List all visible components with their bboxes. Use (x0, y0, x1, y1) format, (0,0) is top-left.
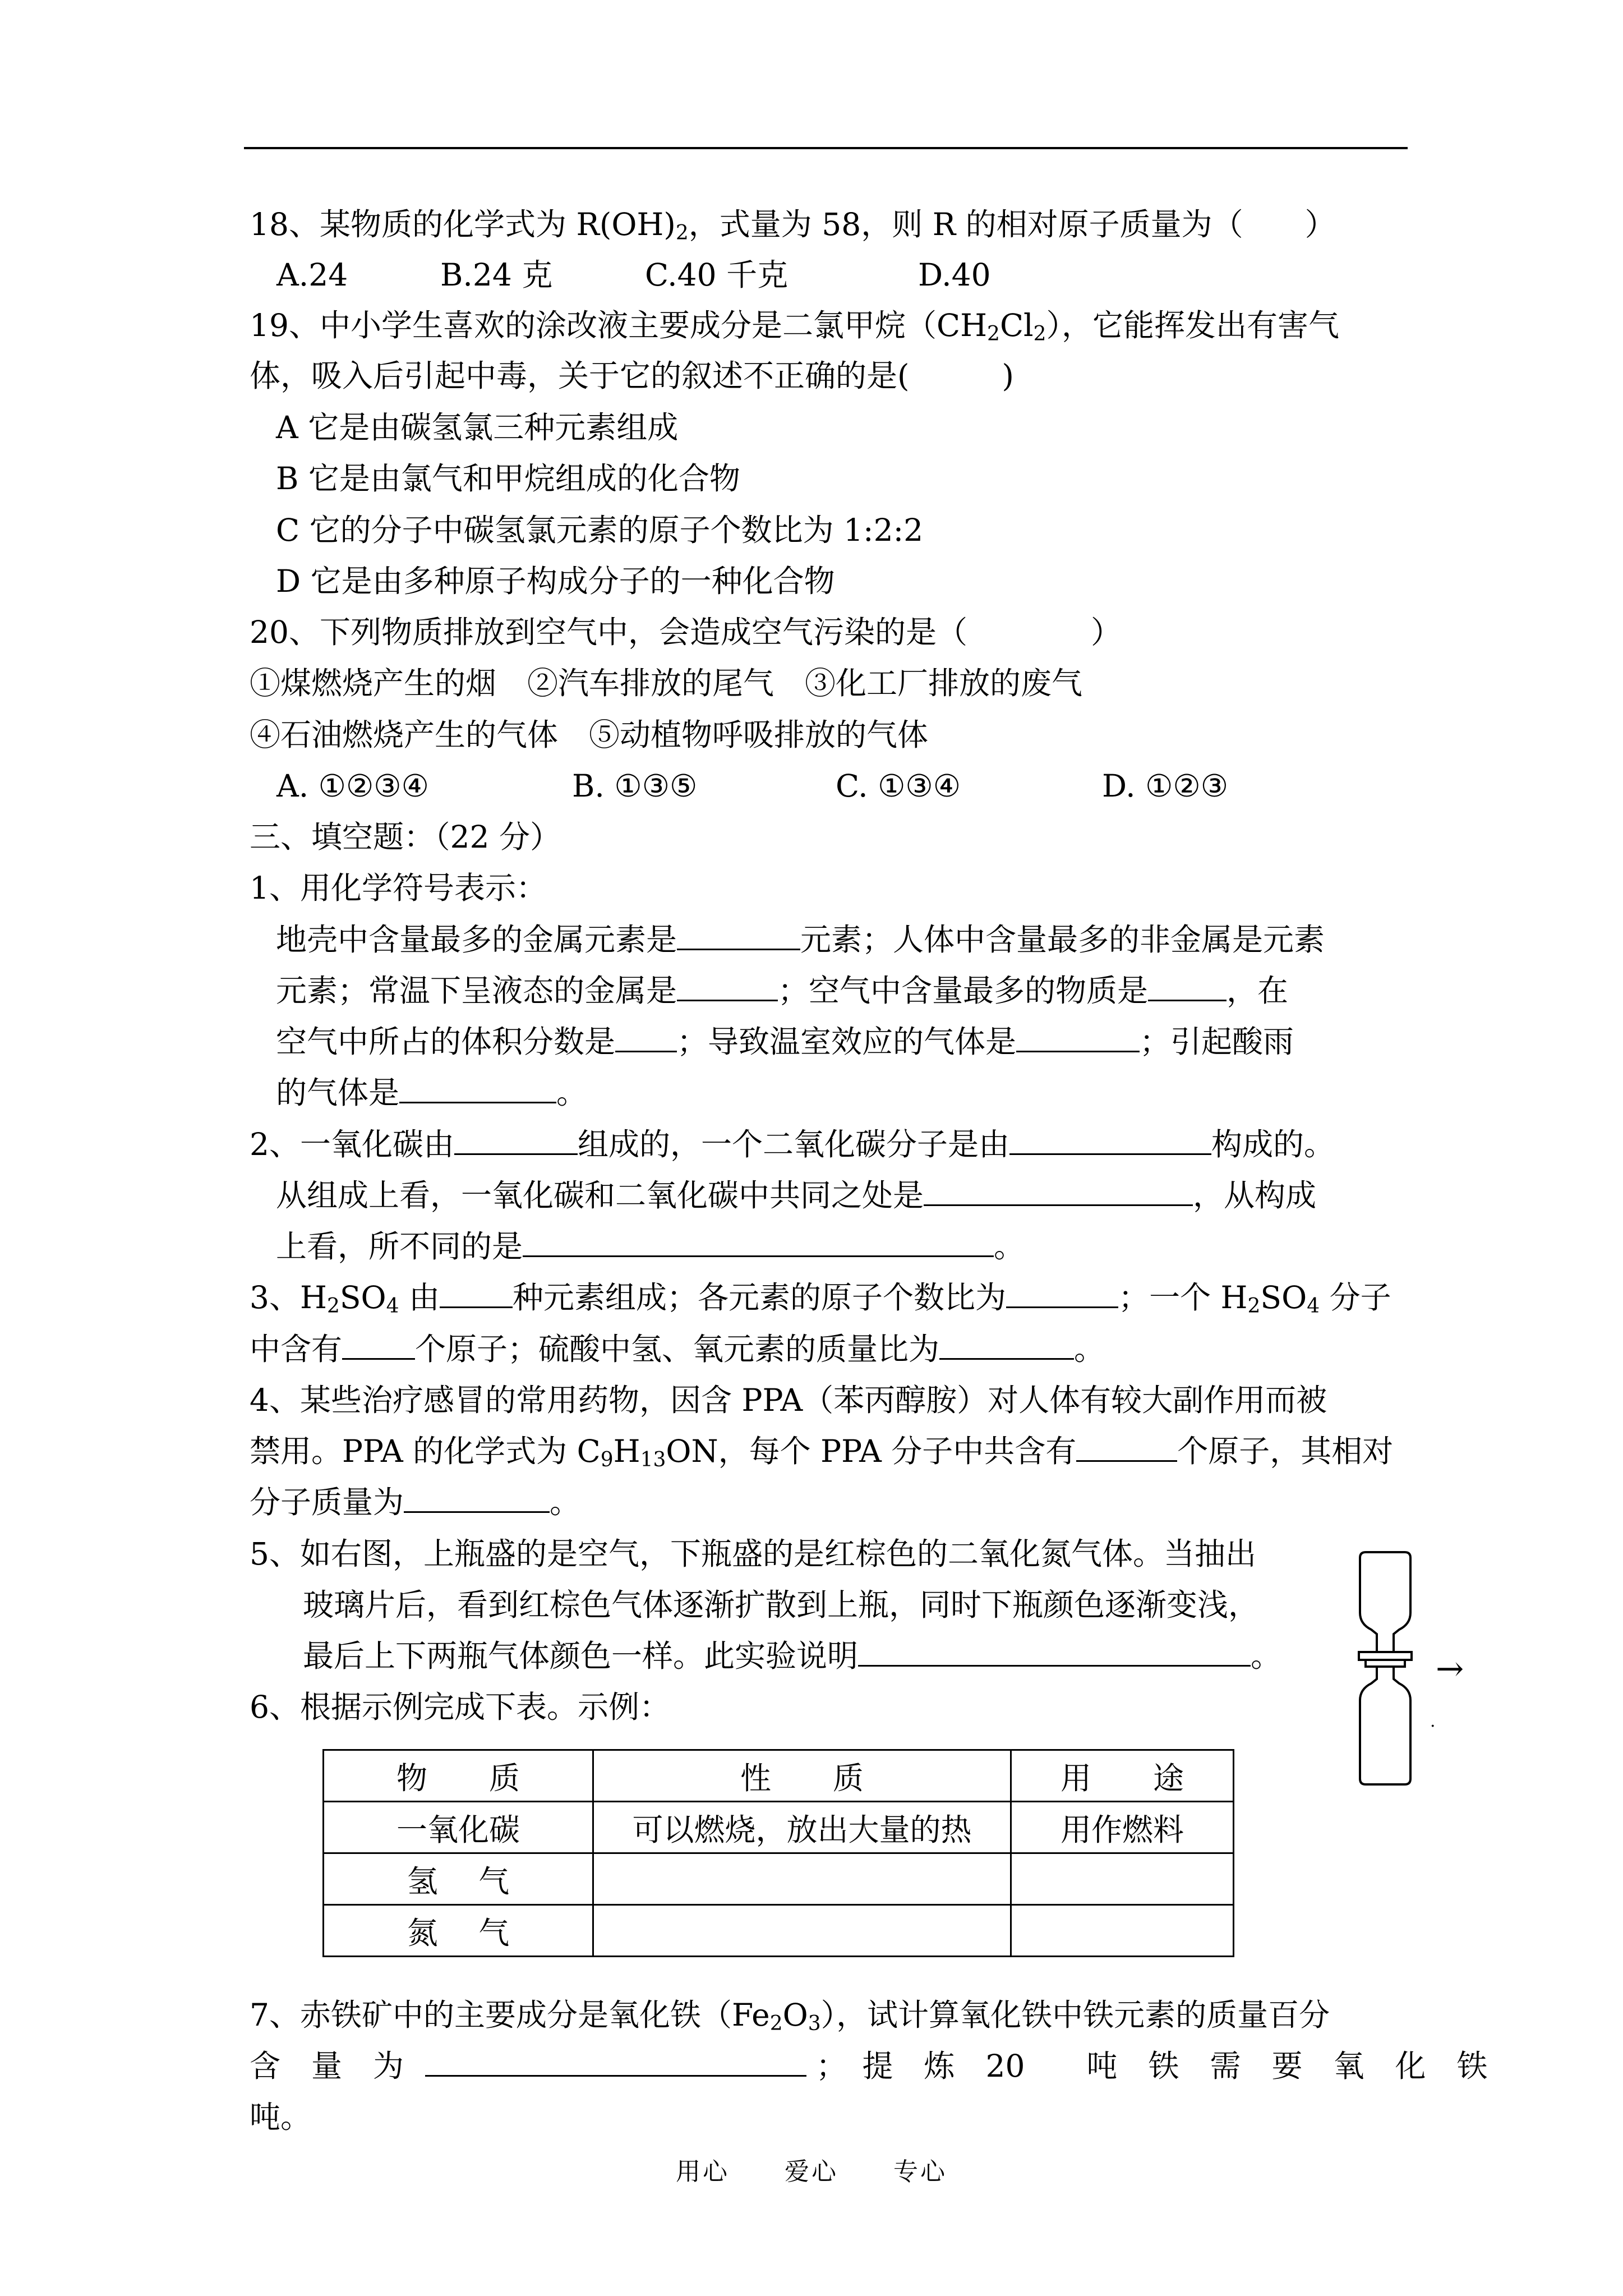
f4-text: 个原子，其相对 (1177, 1433, 1394, 1469)
f1-line2 (276, 971, 1442, 1010)
f3-text: 分子 (1320, 1280, 1391, 1315)
blank-co-composition[interactable] (454, 1125, 578, 1155)
q20-stem: 20、下列物质排放到空气中，会造成空气污染的是（ ） (250, 614, 1122, 650)
section-3-title: 三、填空题：（22 分） (250, 819, 561, 855)
f3-text: 。 (1074, 1331, 1105, 1367)
f7-subscript: 3 (808, 2012, 821, 2035)
f3-subscript: 4 (386, 1295, 399, 1318)
blank-ppa-atoms[interactable] (1076, 1432, 1177, 1462)
f1-line1 (276, 920, 1442, 959)
f1-line3 (276, 1022, 1442, 1061)
f2-line1 (250, 1125, 1416, 1164)
blank-atom-ratio[interactable] (1006, 1278, 1118, 1308)
f4-line3 (250, 1483, 1416, 1522)
q20-option-c: C. ①③④ (836, 768, 961, 804)
blank-difference[interactable] (523, 1227, 994, 1257)
q19-option-b: B 它是由氯气和甲烷组成的化合物 (276, 461, 740, 496)
q20-option-d: D. ①②③ (1102, 768, 1229, 804)
q19-stem-line1 (250, 306, 1416, 345)
table-header: 物 质 (324, 1750, 593, 1802)
f2-text: 2、一氧化碳由 (250, 1126, 454, 1162)
glass-plate (1359, 1652, 1412, 1660)
f7-text: ），试计算氧化铁中铁元素的质量百分 (820, 1997, 1330, 2033)
q18-stem (250, 205, 1416, 244)
blank-fe-percent[interactable] (425, 2047, 806, 2077)
f3-text: ；一个 H (1118, 1280, 1248, 1315)
q18-option-b: B.24 克 (440, 257, 553, 293)
table-header: 性 质 (593, 1750, 1011, 1802)
f1-text: 的气体是 (276, 1075, 400, 1111)
f1-line4 (276, 1073, 1442, 1112)
f7-line3: 吨。 (250, 2099, 312, 2135)
f2-text: 组成的，一个二氧化碳分子是由 (578, 1126, 1010, 1162)
table-header-row (324, 1750, 1234, 1802)
f2-text: 。 (994, 1228, 1025, 1264)
blank-volume-fraction[interactable] (615, 1023, 677, 1052)
table-header: 用 途 (1011, 1750, 1234, 1802)
f4-text: H (613, 1433, 640, 1469)
f3-text: 由 (399, 1280, 440, 1315)
f2-line2 (276, 1176, 1442, 1215)
header-rule (244, 147, 1408, 149)
q19-text: 19、中小学生喜欢的涂改液主要成分是二氯甲烷（CH (250, 307, 988, 343)
blank-greenhouse-gas[interactable] (1016, 1023, 1140, 1052)
q19-subscript-2: 2 (1033, 323, 1046, 346)
f2-text: 构成的。 (1211, 1126, 1335, 1162)
f3-subscript: 2 (326, 1295, 340, 1318)
f3-text: SO (1260, 1280, 1307, 1315)
q20-items-1: ①煤燃烧产生的烟 ②汽车排放的尾气 ③化工厂排放的废气 (250, 665, 1083, 701)
f4-text: 。 (550, 1484, 581, 1520)
f3-subscript: 4 (1307, 1295, 1320, 1318)
q19-stem-line2: 体，吸入后引起中毒，关于它的叙述不正确的是( ) (250, 358, 1014, 394)
blank-element-count[interactable] (440, 1278, 513, 1308)
diagram-dot: · (1430, 1717, 1436, 1736)
table-cell: 氢 气 (324, 1853, 593, 1905)
q20-option-a: A. ①②③④ (276, 768, 429, 804)
q19-option-a: A 它是由碳氢氯三种元素组成 (276, 409, 679, 445)
table-cell-blank[interactable] (593, 1853, 1011, 1905)
q19-option-c: C 它的分子中碳氢氯元素的原子个数比为 1:2:2 (276, 512, 924, 548)
f1-text: 空气中所占的体积分数是 (276, 1024, 616, 1060)
f5-text: 最后上下两瓶气体颜色一样。此实验说明 (303, 1638, 859, 1674)
upper-bottle (1360, 1552, 1410, 1652)
f5-line1: 5、如右图，上瓶盛的是空气，下瓶盛的是红棕色的二氧化氮气体。当抽出 (250, 1536, 1256, 1572)
substance-table (322, 1749, 1234, 1957)
table-cell: 用作燃料 (1011, 1802, 1234, 1853)
blank-common-point[interactable] (924, 1176, 1193, 1206)
f7-text: 含 量 为 (250, 2048, 404, 2084)
f2-text: ，从构成 (1193, 1177, 1317, 1213)
q18-option-d: D.40 (918, 257, 991, 293)
f4-subscript: 13 (640, 1448, 666, 1471)
q18-option-a: A.24 (276, 257, 348, 293)
blank-co2-molecule[interactable] (1009, 1125, 1211, 1155)
f2-line3 (276, 1227, 1442, 1266)
f4-text: 分子质量为 (250, 1484, 404, 1520)
page-footer (0, 2151, 1623, 2187)
f1-text: 地壳中含量最多的金属元素是 (276, 922, 677, 958)
blank-mass-ratio[interactable] (939, 1330, 1074, 1360)
table-row (324, 1905, 1234, 1957)
f3-text: 中含有 (250, 1331, 343, 1367)
blank-experiment-conclusion[interactable] (858, 1637, 1251, 1667)
table-cell: 氮 气 (324, 1905, 593, 1957)
q18-stem-text-end: ，式量为 58，则 R 的相对原子质量为（ ） (688, 206, 1336, 242)
blank-ppa-mass[interactable] (404, 1483, 550, 1513)
f4-line2 (250, 1432, 1416, 1471)
f4-text: 禁用。PPA 的化学式为 C (250, 1433, 601, 1469)
f3-text: SO (339, 1280, 386, 1315)
f5-line2: 玻璃片后，看到红棕色气体逐渐扩散到上瓶，同时下瓶颜色逐渐变浅， (303, 1587, 1260, 1623)
f7-line1 (250, 1995, 1416, 2035)
f1-text: ；导致温室效应的气体是 (677, 1024, 1017, 1060)
q18-subscript: 2 (675, 222, 689, 245)
f4-line1: 4、某些治疗感冒的常用药物，因含 PPA（苯丙醇胺）对人体有较大副作用而被 (250, 1382, 1327, 1418)
blank-air-substance[interactable] (1148, 972, 1227, 1001)
blank-atom-count[interactable] (342, 1330, 415, 1360)
table-cell-blank[interactable] (593, 1905, 1011, 1957)
footer-text: 专心 (893, 2157, 947, 2186)
f3-line2 (250, 1329, 1416, 1369)
f3-text: 个原子；硫酸中氢、氧元素的质量比为 (415, 1331, 940, 1367)
f1-text: ，在 (1227, 973, 1289, 1009)
table-cell: 可以燃烧，放出大量的热 (593, 1802, 1011, 1853)
f6-title: 6、根据示例完成下表。示例： (250, 1689, 670, 1725)
f4-subscript: 9 (600, 1448, 614, 1471)
blank-acid-rain-gas[interactable] (399, 1074, 556, 1103)
f1-title: 1、用化学符号表示： (250, 870, 547, 906)
q20-items-2: ④石油燃烧产生的气体 ⑤动植物呼吸排放的气体 (250, 717, 929, 753)
f7-line2 (250, 2046, 1488, 2086)
q19-text-end: ），它能挥发出有害气 (1046, 307, 1340, 343)
q19-text-mid: Cl (999, 307, 1034, 343)
f4-text: ON，每个 PPA 分子中共含有 (666, 1433, 1077, 1469)
q19-subscript-1: 2 (987, 323, 1000, 346)
f1-text: 。 (556, 1075, 588, 1111)
f3-subscript: 2 (1247, 1295, 1261, 1318)
f5-line3 (303, 1636, 1469, 1676)
f5-text: 。 (1251, 1638, 1282, 1674)
footer-text: 用心 (676, 2157, 730, 2186)
f2-text: 从组成上看，一氧化碳和二氧化碳中共同之处是 (276, 1177, 924, 1213)
table-cell: 一氧化碳 (324, 1802, 593, 1853)
q20-option-b: B. ①③⑤ (572, 768, 698, 804)
f3-line1 (250, 1278, 1416, 1317)
q18-stem-text: 18、某物质的化学式为 R(OH) (250, 206, 676, 242)
f1-text: 元素；常温下呈液态的金属是 (276, 973, 677, 1009)
f1-text: 元素；人体中含量最多的非金属是元素 (800, 922, 1325, 958)
f7-subscript: 2 (769, 2012, 783, 2035)
table-row (324, 1802, 1234, 1853)
arrow-right-icon: → (1436, 1649, 1464, 1688)
f2-text: 上看，所不同的是 (276, 1228, 523, 1264)
f7-text: ； 提 炼 20 吨 铁 需 要 氧 化 铁 (815, 2048, 1488, 2084)
footer-text: 爱心 (785, 2157, 838, 2186)
q18-option-c: C.40 千克 (645, 257, 789, 293)
gas-bottles-diagram (1343, 1551, 1427, 1787)
blank-metal-element[interactable] (677, 921, 800, 950)
f7-text: O (782, 1997, 808, 2033)
table-cell-blank[interactable] (1011, 1853, 1234, 1905)
f7-text: 7、赤铁矿中的主要成分是氧化铁（Fe (250, 1997, 770, 2033)
blank-liquid-metal[interactable] (677, 972, 778, 1001)
table-row (324, 1853, 1234, 1905)
f1-text: ；引起酸雨 (1140, 1024, 1294, 1060)
q19-option-d: D 它是由多种原子构成分子的一种化合物 (276, 563, 835, 599)
f3-text: 3、H (250, 1280, 327, 1315)
f3-text: 种元素组成；各元素的原子个数比为 (513, 1280, 1007, 1315)
f1-text: ；空气中含量最多的物质是 (778, 973, 1149, 1009)
table-cell-blank[interactable] (1011, 1905, 1234, 1957)
